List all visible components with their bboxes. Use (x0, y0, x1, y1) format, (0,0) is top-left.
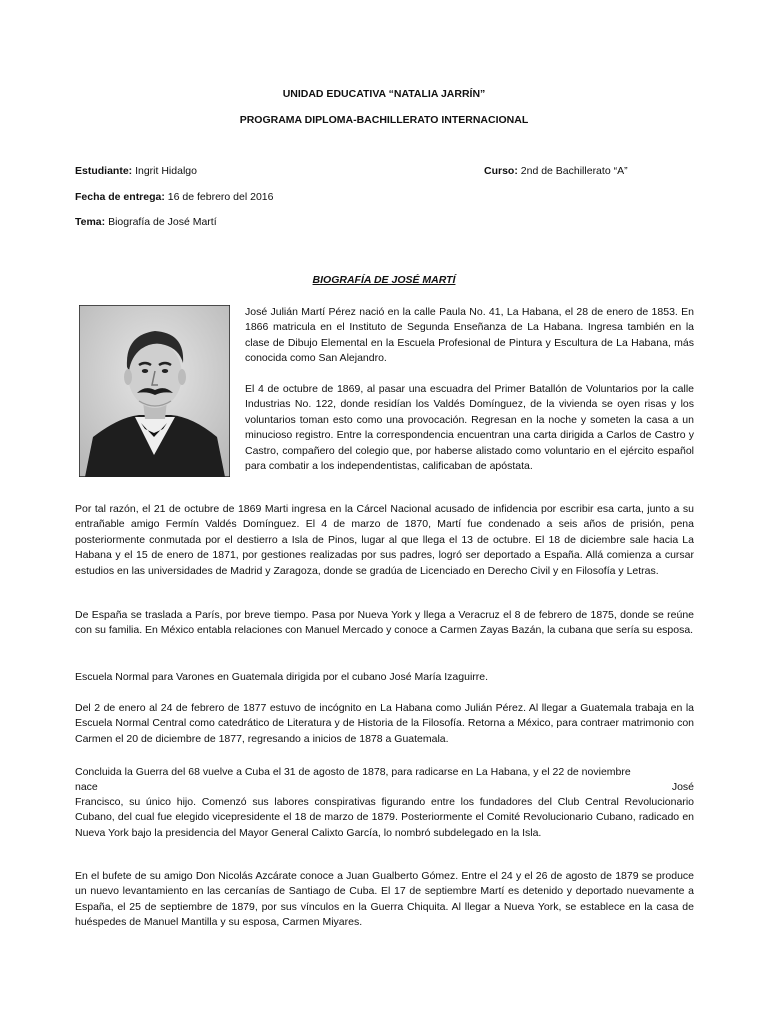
portrait-image (79, 305, 230, 477)
paragraph-8: En el bufete de su amigo Don Nicolás Azcárate conoce a Juan Gualberto Gómez. Entre el 24 y el 26 de agosto de 1879 se produce un nuevo levantamiento en las cercanías de Santiago de Cuba. El 17 de septiembre Martí es detenido y deportado nuevamente a España, el 25 de septiembre de 1879, por sus vínculos en la Guerra Chiquita. Al llegar a Nueva York, se establece en la casa de huéspedes de Manuel Mantilla y su esposa, Carmen Miyares. (75, 870, 694, 929)
paragraph-7-rest: Francisco, su único hijo. Comenzó sus labores conspirativas figurando entre los fundadores del Club Central Revolucionario Cubano, del cual fue elegido vicepresidente el 18 de marzo de 1879. Posteriormente el Comité Revolucionario Cubano, radicado en Nueva York bajo la presidencia del Mayor General Calixto García, lo nombró subdelegado en la Isla. (75, 796, 694, 839)
program-name: PROGRAMA DIPLOMA-BACHILLERATO INTERNACIONAL (239, 114, 529, 126)
student-value: Ingrit Hidalgo (132, 165, 197, 177)
course-value: 2nd de Bachillerato “A” (517, 165, 628, 177)
topic-line (75, 216, 217, 228)
date-value: 16 de febrero del 2016 (164, 191, 274, 203)
paragraph-4: De España se traslada a París, por breve tiempo. Pasa por Nueva York y llega a Veracruz el 8 de febrero de 1875, donde se reúne con su familia. En México entabla relaciones con Manuel Mercado y conoce a Carmen Zayas Bazán, la cubana que sería su esposa. (75, 609, 694, 637)
paragraph-2: El 4 de octubre de 1869, al pasar una escuadra del Primer Batallón de Voluntarios por la calle Industrias No. 122, donde residían los Valdés Domínguez, de la vivienda se oyen risas y los voluntarios toman esto como una provocación. Regresan en la noche y someten la casa a un minucioso registro. Entre la correspondencia encuentran una carta dirigida a Carlos de Castro y Castro, compañero del colegio que, por haberse alistado como voluntario en el ejército español para combatir a los independentistas, calificaban de apóstata. (245, 383, 694, 473)
paragraph-7-line-2-left: nace (75, 781, 98, 793)
paragraph-1: José Julián Martí Pérez nació en la calle Paula No. 41, La Habana, el 28 de enero de 1853. En 1866 matricula en el Instituto de Segunda Enseñanza de La Habana. Ingresa también en la clase de Dibujo Elemental en la Escuela Profesional de Pintura y Escultura de La Habana, más conocida como San Alejandro. (245, 306, 694, 365)
date-label: Fecha de entrega: (75, 191, 165, 203)
paragraph-5: Escuela Normal para Varones en Guatemala dirigida por el cubano José María Izaguirre. (75, 671, 489, 683)
paragraph-3: Por tal razón, el 21 de octubre de 1869 Marti ingresa en la Cárcel Nacional acusado de infidencia por escribir esa carta, junto a su entrañable amigo Fermín Valdés Domínguez. El 4 de marzo de 1870, Martí fue condenado a seis años de prisión, pena posteriormente conmutada por el destierro a Isla de Pinos, lugar al que llega el 13 de octubre. El 18 de diciembre sale hacia La Habana y el 15 de enero de 1871, por gestiones realizadas por sus padres, logró ser deportado a España. Allá comienza a cursar estudios en las universidades de Madrid y Zaragoza, donde se gradúa de Licenciado en Derecho Civil y en Filosofía y Letras. (75, 503, 694, 577)
student-line (75, 165, 197, 177)
topic-value: Biografía de José Martí (105, 216, 217, 228)
topic-label: Tema: (75, 216, 106, 228)
document-title: BIOGRAFÍA DE JOSÉ MARTÍ (312, 274, 456, 286)
paragraph-7-line-2 (75, 780, 694, 795)
paragraph-7-line-2-right: José (671, 781, 694, 793)
course-line (484, 165, 628, 177)
paragraph-7-line-1: Concluida la Guerra del 68 vuelve a Cuba el 31 de agosto de 1878, para radicarse en La Habana, y el 22 de noviembre (75, 766, 631, 778)
paragraph-6: Del 2 de enero al 24 de febrero de 1877 estuvo de incógnito en La Habana como Julián Pérez. Al llegar a Guatemala trabaja en la Escuela Normal Central como catedrático de Literatura y de Historia de la Filosofía. Retorna a México, para contraer matrimonio con Carmen el 20 de diciembre de 1877, regresando a inicios de 1878 a Guatemala. (75, 702, 694, 745)
course-label: Curso: (484, 165, 518, 177)
school-name: UNIDAD EDUCATIVA “NATALIA JARRÍN” (282, 88, 486, 100)
student-label: Estudiante: (75, 165, 133, 177)
date-line (75, 191, 273, 203)
